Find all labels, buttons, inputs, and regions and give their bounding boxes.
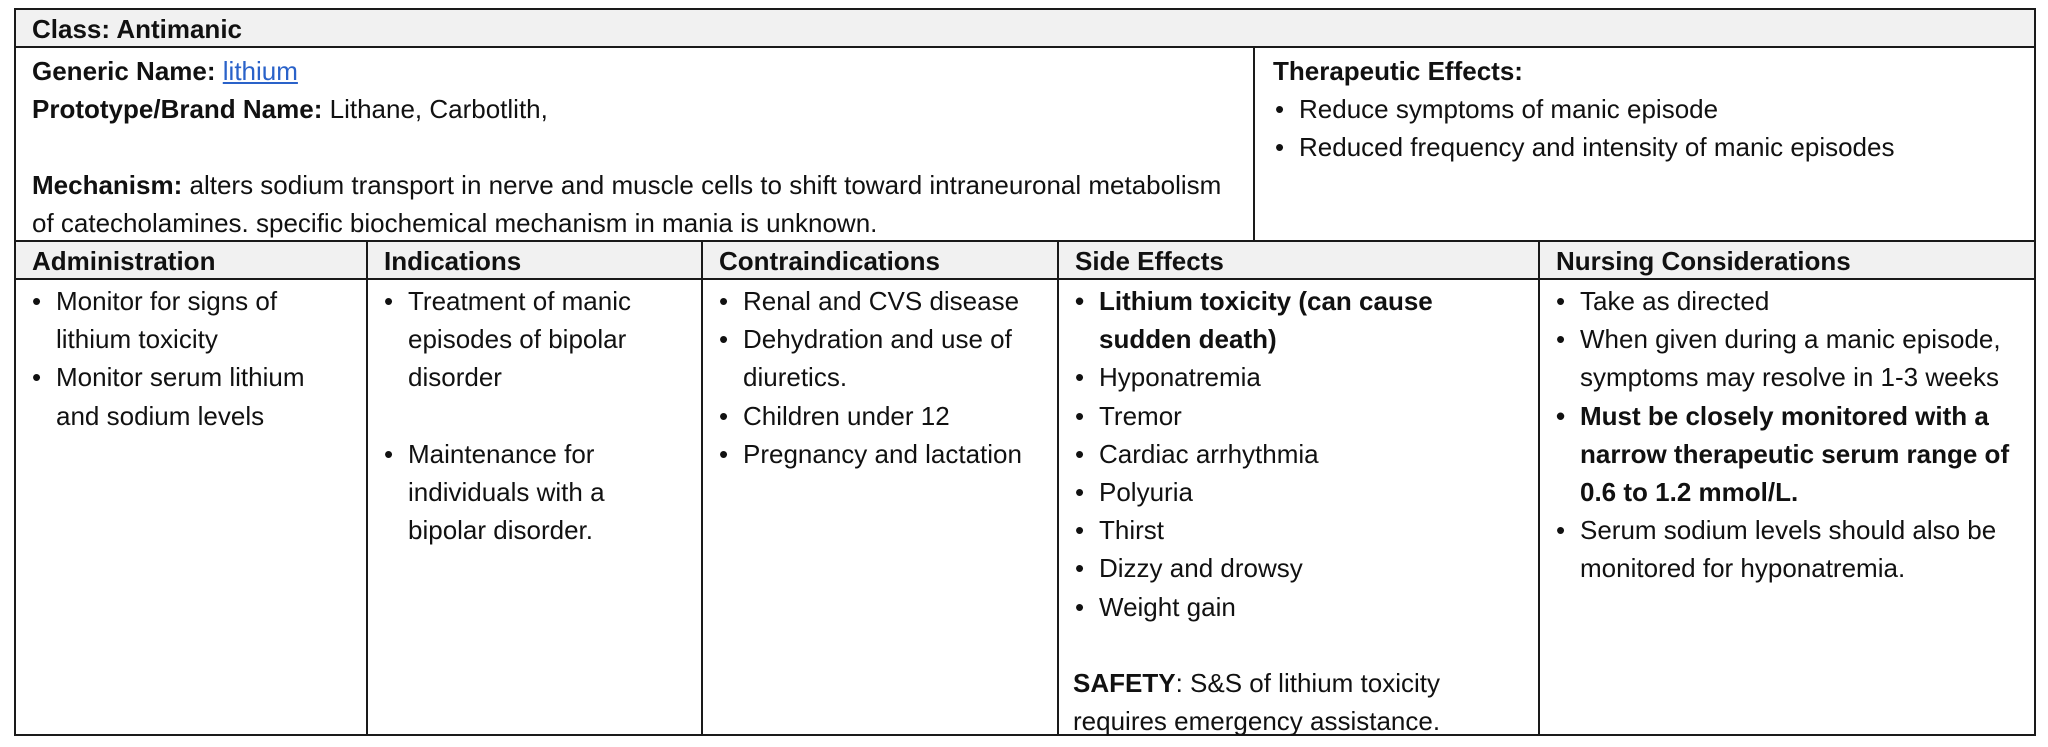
header-nursing-considerations: Nursing Considerations: [1556, 246, 1851, 276]
mechanism-label: Mechanism:: [32, 170, 183, 200]
list-item: • Renal and CVS disease: [717, 282, 1043, 320]
list-item: • Serum sodium levels should also be monitored for hyponatremia.: [1554, 511, 2020, 587]
list-item: • Maintenance for individuals with a bipolar disorder.: [382, 435, 687, 550]
safety-label: SAFETY: [1073, 667, 1176, 698]
list-item: • Must be closely monitored with a narrow therapeutic serum range of 0.6 to 1.2 mmol/L.: [1554, 397, 2020, 512]
safety-note: [1073, 664, 1524, 740]
list-item: • Weight gain: [1073, 588, 1524, 626]
side-effects-list: [1073, 282, 1524, 626]
list-item: • Lithium toxicity (can cause sudden death): [1073, 282, 1524, 358]
contraindications-cell: [703, 280, 1059, 734]
therapeutic-effects-cell: [1255, 48, 2034, 240]
header-administration: Administration: [16, 242, 368, 278]
list-item: • Monitor for signs of lithium toxicity: [30, 282, 352, 358]
list-item: • Tremor: [1073, 397, 1524, 435]
spacer: [32, 128, 1237, 166]
list-item: • Hyponatremia: [1073, 358, 1524, 396]
header-contraindications: Contraindications: [703, 242, 1059, 278]
column-body-row: [16, 280, 2034, 737]
indications-list-2: [382, 435, 687, 550]
list-item: • Children under 12: [717, 397, 1043, 435]
drug-info-cell: [16, 48, 1255, 240]
list-item: • Polyuria: [1073, 473, 1524, 511]
list-item: • When given during a manic episode, symptoms may resolve in 1-3 weeks: [1554, 320, 2020, 396]
spacer: [1073, 626, 1524, 664]
list-item: • Dizzy and drowsy: [1073, 549, 1524, 587]
therapeutic-effects-title: Therapeutic Effects:: [1273, 56, 1523, 86]
list-item: • Pregnancy and lactation: [717, 435, 1043, 473]
generic-name-link[interactable]: lithium: [222, 56, 298, 86]
nursing-considerations-cell: [1540, 280, 2034, 734]
list-item: • Reduce symptoms of manic episode: [1273, 90, 2016, 128]
brand-name-label: Prototype/Brand Name:: [32, 94, 323, 124]
generic-name-line: [32, 52, 1237, 90]
brand-name-value: Lithane, Carbotlith,: [329, 94, 548, 124]
header-side-effects: Side Effects: [1059, 242, 1540, 278]
mechanism-line: [32, 166, 1237, 242]
list-item: • Thirst: [1073, 511, 1524, 549]
administration-list: [30, 282, 352, 435]
header-indications: Indications: [368, 242, 703, 278]
safety-text: : S&S of lithium toxicity requires emergency assistance.: [1073, 667, 1441, 737]
contraindications-list: [717, 282, 1043, 473]
spacer: [382, 397, 687, 435]
generic-name-label: Generic Name:: [32, 56, 216, 86]
list-item: • Cardiac arrhythmia: [1073, 435, 1524, 473]
class-row: [16, 10, 2034, 48]
indications-cell: [368, 280, 703, 734]
indications-list: [382, 282, 687, 397]
list-item: • Treatment of manic episodes of bipolar disorder: [382, 282, 687, 397]
therapeutic-effects-list: [1273, 90, 2016, 166]
list-item: • Dehydration and use of diuretics.: [717, 320, 1043, 396]
side-effects-cell: [1059, 280, 1540, 737]
drug-card-table: [14, 8, 2036, 736]
mechanism-value: alters sodium transport in nerve and muscle cells to shift toward intraneuronal metabolism of catecholamines. specific biochemical mechanism in mania is unknown.: [32, 170, 1222, 238]
class-value: Antimanic: [116, 14, 242, 44]
class-label: Class:: [32, 14, 111, 44]
column-header-row: [16, 242, 2034, 280]
nursing-considerations-list: [1554, 282, 2020, 588]
drug-info-row: [16, 48, 2034, 242]
list-item: • Take as directed: [1554, 282, 2020, 320]
list-item: • Monitor serum lithium and sodium levels: [30, 358, 352, 434]
list-item: • Reduced frequency and intensity of manic episodes: [1273, 128, 2016, 166]
brand-name-line: [32, 90, 1237, 128]
administration-cell: [16, 280, 368, 734]
